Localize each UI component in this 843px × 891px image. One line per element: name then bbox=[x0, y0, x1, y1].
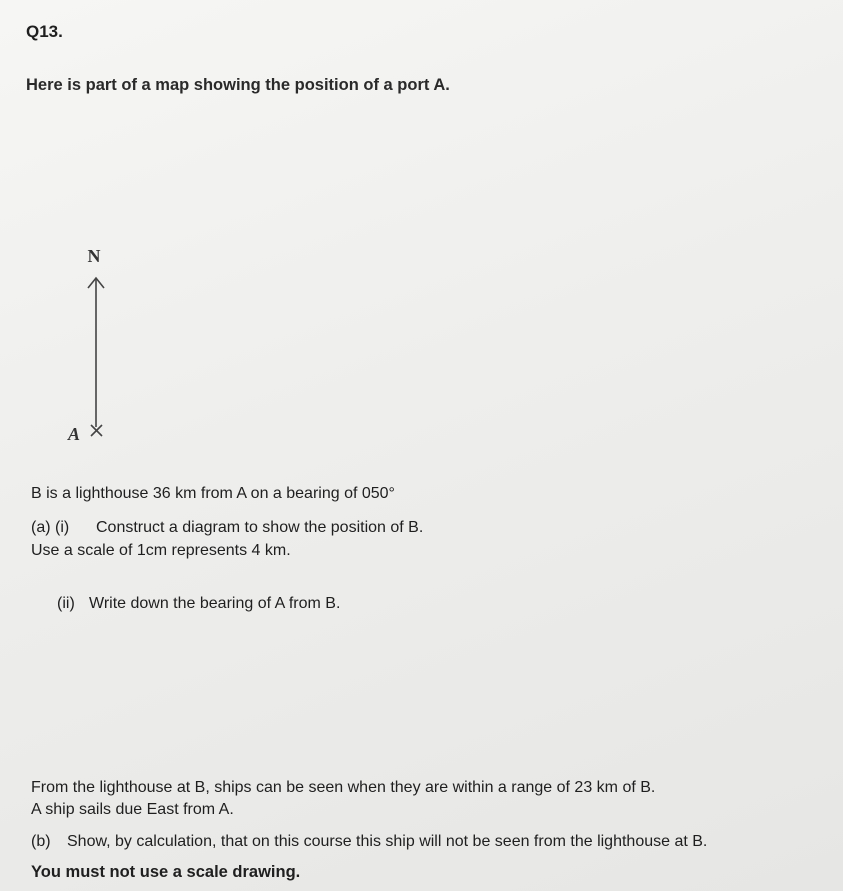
question-intro: Here is part of a map showing the position of a port A. bbox=[26, 76, 450, 94]
lighthouse-statement: B is a lighthouse 36 km from A on a bearing of 050° bbox=[31, 485, 395, 502]
part-b-text: Show, by calculation, that on this course this ship will not be seen from the lighthouse at B. bbox=[67, 833, 708, 850]
north-label: N bbox=[87, 246, 101, 266]
port-label: A bbox=[67, 424, 81, 444]
range-text: From the lighthouse at B, ships can be seen when they are within a range of 23 km of B. bbox=[31, 779, 656, 796]
scale-text: Use a scale of 1cm represents 4 km. bbox=[31, 542, 291, 559]
part-b-label: (b) bbox=[31, 833, 51, 850]
map-diagram bbox=[40, 230, 160, 460]
part-a-ii-label: (ii) bbox=[57, 595, 75, 612]
instruction-text: You must not use a scale drawing. bbox=[31, 863, 301, 881]
question-number: Q13. bbox=[26, 22, 63, 41]
ship-text: A ship sails due East from A. bbox=[31, 801, 234, 818]
part-a-i-text: Construct a diagram to show the position of B. bbox=[96, 519, 424, 536]
part-a-i-label: (a) (i) bbox=[31, 519, 70, 536]
part-a-ii-text: Write down the bearing of A from B. bbox=[89, 595, 341, 612]
